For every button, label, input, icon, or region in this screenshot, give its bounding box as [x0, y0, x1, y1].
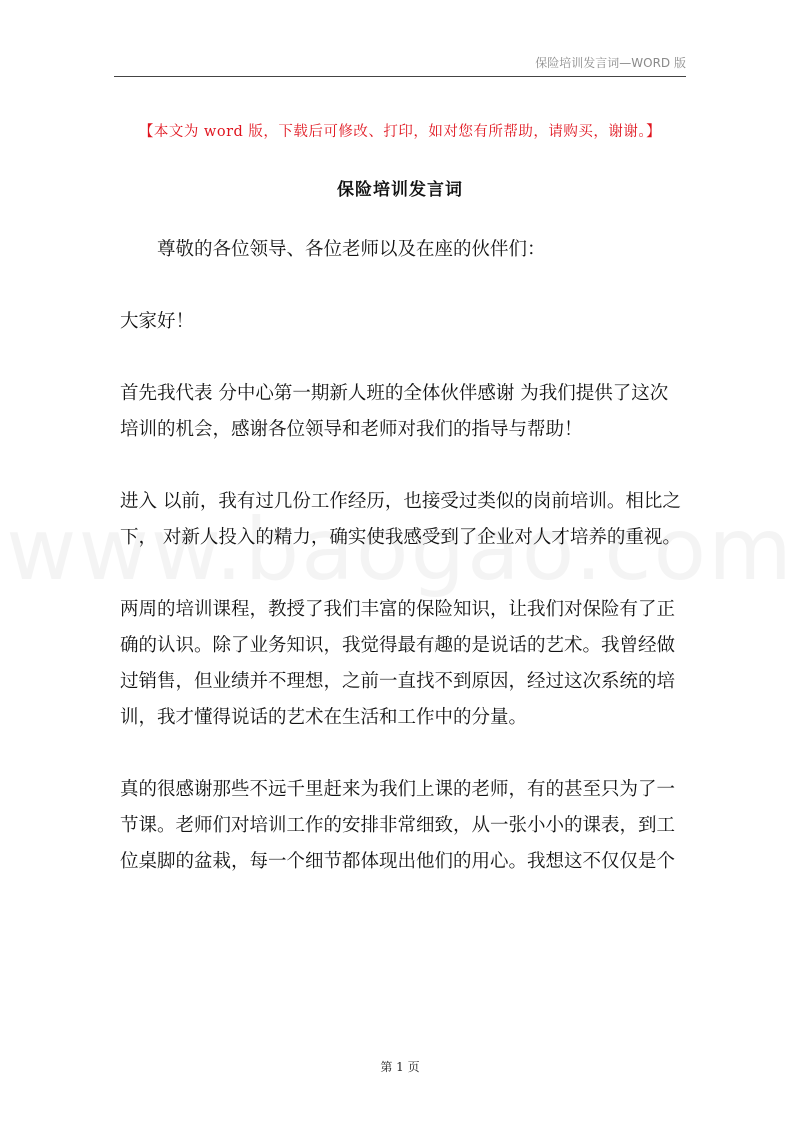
body-paragraph: 首先我代表 分中心第一期新人班的全体伙伴感谢 为我们提供了这次培训的机会，感谢各位领导和老师对我们的指导与帮助！: [120, 383, 669, 440]
greeting-paragraph: 大家好！: [120, 311, 195, 332]
page-header: [114, 54, 686, 77]
document-title: 保险培训发言词: [337, 180, 463, 200]
salutation-paragraph: 尊敬的各位领导、各位老师以及在座的伙伴们：: [157, 239, 546, 260]
body-paragraph: 进入 以前，我有过几份工作经历，也接受过类似的岗前培训。相比之下， 对新人投入的精力，确实使我感受到了企业对人才培养的重视。: [120, 491, 681, 548]
page-number: 第 1 页: [380, 1060, 420, 1074]
document-body: [120, 232, 684, 916]
running-title: 保险培训发言词—WORD 版: [535, 56, 686, 70]
body-paragraph: 两周的培训课程，教授了我们丰富的保险知识，让我们对保险有了正确的认识。除了业务知识，我觉得最有趣的是说话的艺术。我曾经做过销售，但业绩并不理想，之前一直找不到原因，经过这次系统的培训，我才懂得说话的艺术在生活和工作中的分量。: [120, 599, 676, 728]
download-notice: 【本文为 word 版，下载后可修改、打印，如对您有所帮助，请购买，谢谢。】: [138, 124, 662, 140]
body-paragraph: 真的很感谢那些不远千里赶来为我们上课的老师，有的甚至只为了一节课。老师们对培训工作的安排非常细致，从一张小小的课表，到工位桌脚的盆栽，每一个细节都体现出他们的用心。我想这不仅仅是个: [120, 779, 676, 872]
